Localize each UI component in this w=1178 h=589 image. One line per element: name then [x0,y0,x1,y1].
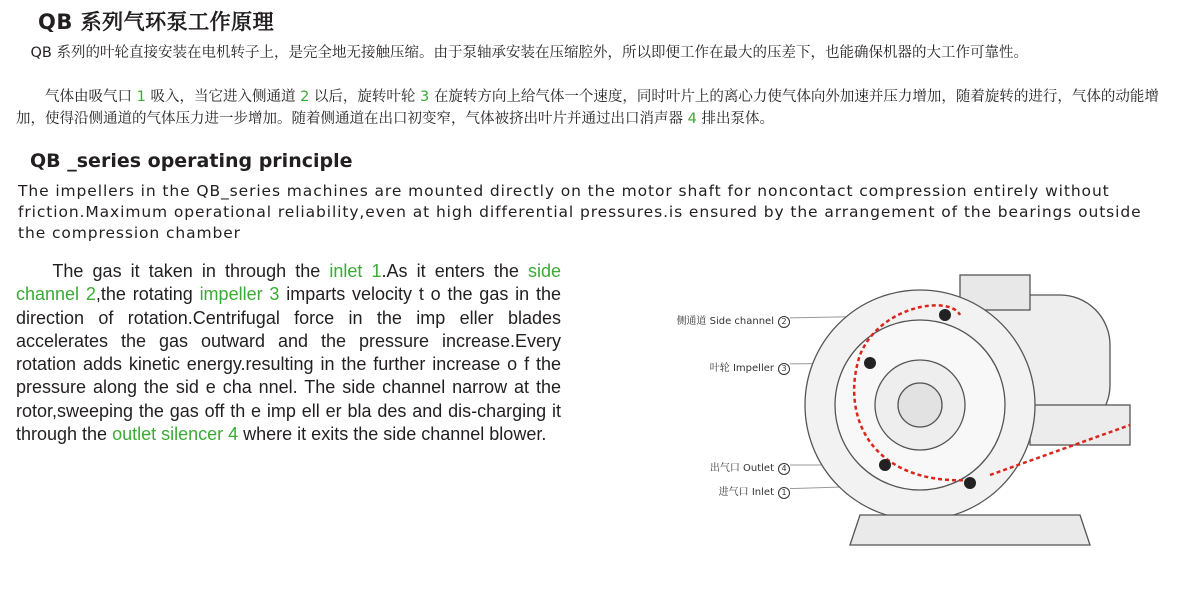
label-inlet: 进气口 Inlet 1 [719,483,790,499]
text-segment: ,the rotating [95,284,200,305]
highlight-term: side channel 2 [16,261,561,305]
text-segment: QB 系列的叶轮直接安装在电机转子上，是完全地无接触压缩。由于泵轴承安装在压缩腔外，所以即便工作在最大的压差下，也能确保机器的大工作可靠性。 [16,45,1028,61]
en-body-paragraph [16,260,561,446]
text-segment: 气体由吸气口 [16,89,137,105]
highlight-term: impeller 3 [199,284,280,305]
highlight-term: outlet silencer 4 [112,424,239,445]
label-impeller: 叶轮 Impeller 3 [710,359,790,375]
text-segment: 在旋转方向上给气体一个速度，同时叶片上的离心力使气体向外加速并压力增加，随着旋转的进行，气体的动能增加，使得沿侧通道的气体压力进一步增加。随着侧通道在出口初变窄，气体被挤出叶片并通过出口消声器 [16,89,1159,127]
label-outlet: 出气口 Outlet 4 [710,459,790,475]
text-segment: .As it enters the [381,261,528,281]
text-segment: The gas it taken in through the [16,261,330,281]
cn-paragraph-2 [16,86,1166,130]
text-segment: 吸入，当它进入侧通道 [145,89,301,105]
text-segment: 排出泵体。 [696,111,774,127]
highlight-term: 1 [136,89,146,105]
highlight-term: 4 [687,111,697,127]
en-intro: The impellers in the QB_series machines are mounted directly on the motor shaft for noncontact compression entirely without friction.Maximum operational reliability,even at high differential pressures.is ensured by the arrangement of the bearings outside the compression chamber [18,182,1142,242]
page-title-en: QB _series operating principle [30,150,353,172]
highlight-term: 2 [300,89,310,105]
text-segment: where it exits the side channel blower. [238,424,547,445]
highlight-term: inlet 1 [329,261,382,281]
highlight-term: 3 [420,89,430,105]
cn-paragraph-1 [16,42,1166,64]
blower-illustration [790,255,1150,555]
page-title-cn: QB 系列气环泵工作原理 [38,10,275,34]
label-side-channel: 侧通道 Side channel 2 [676,312,790,328]
text-segment: imparts velocity t o the gas in the direction of rotation.Centrifugal force in the imp eller blades accelerates the gas outward and the pressure increase.Every rotation adds kinetic energy.resulting in the further increase o f the pressure along the sid e cha nnel. The side channel narrow at the rotor,sweeping the gas off th e imp ell er bla des and dis-charging it through the [16,284,561,445]
text-segment: 以后，旋转叶轮 [309,89,421,105]
